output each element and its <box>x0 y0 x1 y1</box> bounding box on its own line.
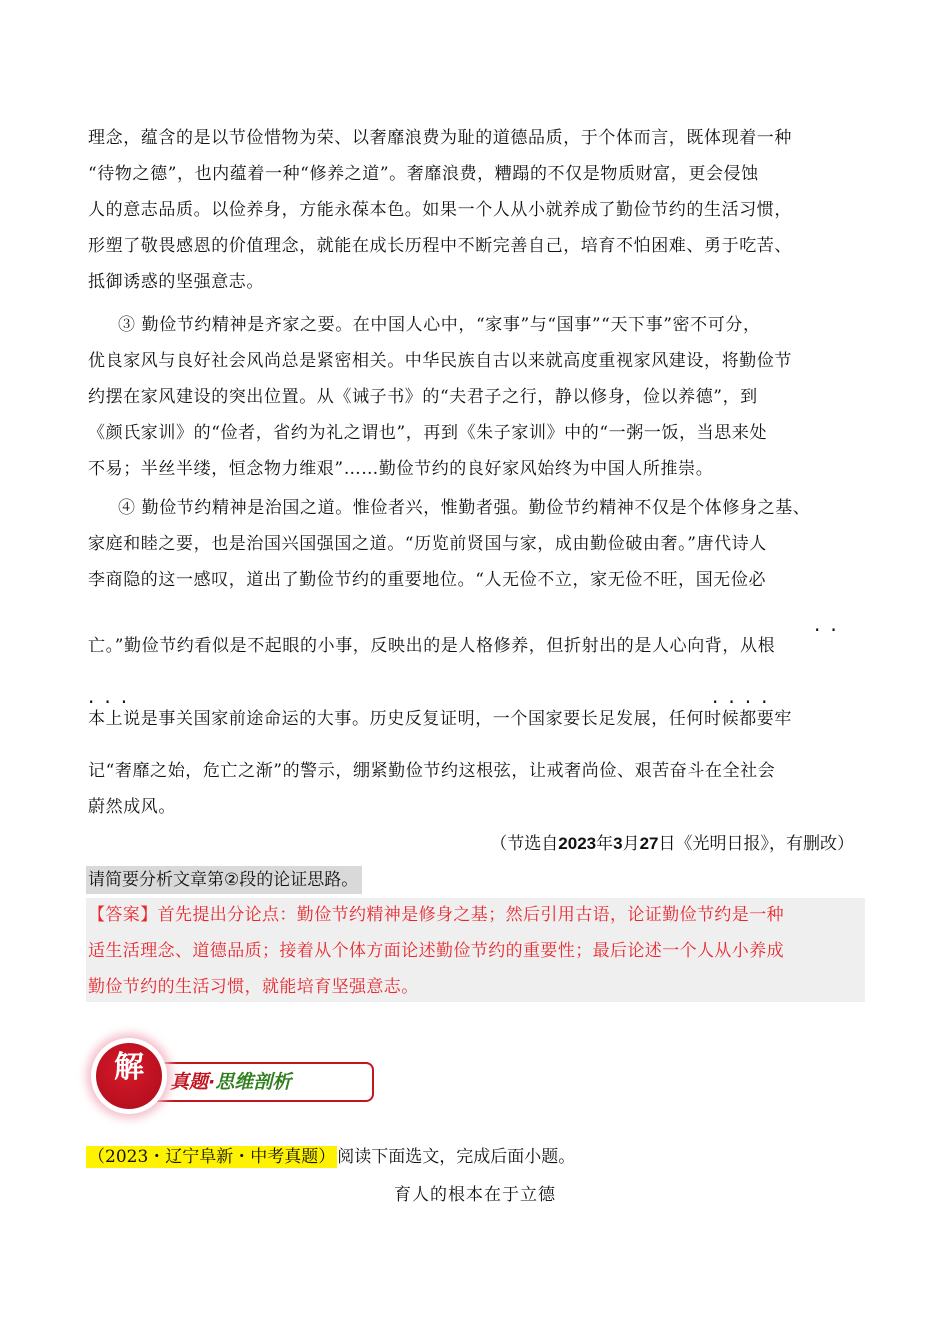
badge-circle-icon <box>96 1043 162 1109</box>
source-year-unit: 年 <box>596 834 614 854</box>
answer-line: 勤俭节约的生活习惯，就能培育坚强意志。 <box>88 977 419 997</box>
passage-line: 《颜氏家训》的“俭者，省约为礼之谓也”，再到《朱子家训》中的“一粥一饭，当思来处 <box>88 423 768 443</box>
question-text: 请简要分析文章第②段的论证思路。 <box>86 866 362 894</box>
passage-line: 记“奢靡之始，危亡之渐”的警示，绷紧勤俭节约这根弦，让戒奢尚俭、艰苦奋斗在全社会 <box>88 761 776 781</box>
badge-banner <box>150 1062 374 1102</box>
emphasis-dots: ··· <box>88 690 138 714</box>
source-prefix: （节选自 <box>490 834 559 854</box>
exam-source-tag: （2023・辽宁阜新・中考真题） <box>88 1147 336 1167</box>
passage-line: 约摆在家风建设的突出位置。从《诫子书》的“夫君子之行，静以修身，俭以养德”，到 <box>88 387 758 407</box>
passage-line: 优良家风与良好社会风尚总是紧密相关。中华民族自古以来就高度重视家风建设，将勤俭节 <box>88 351 792 371</box>
passage-line: “待物之德”，也内蕴着一种“修养之道”。奢靡浪费，糟蹋的不仅是物质财富，更会侵蚀 <box>88 164 759 184</box>
passage-line: 李商隐的这一感叹，道出了勤俭节约的重要地位。“人无俭不立，家无俭不旺，国无俭必 <box>88 570 767 590</box>
passage-line: 形塑了敬畏感恩的价值理念，就能在成长历程中不断完善自己，培育不怕困难、勇于吃苦、 <box>88 236 792 256</box>
paragraph-4-start: ④ 勤俭节约精神是治国之道。惟俭者兴，惟勤者强。勤俭节约精神不仅是个体修身之基、 <box>118 498 811 518</box>
badge-title <box>170 1070 291 1094</box>
emphasis-dots: ·· <box>814 618 847 642</box>
source-suffix: 日《光明日报》，有删改） <box>658 834 854 854</box>
answer-line: 适生活理念、道德品质；接着从个体方面论述勤俭节约的重要性；最后论述一个人从小养成 <box>88 941 784 961</box>
passage-line: 家庭和睦之要，也是治国兴国强国之道。“历览前贤国与家，成由勤俭破由奢。”唐代诗人 <box>88 534 767 554</box>
source-day: 27 <box>639 834 659 853</box>
passage-line: 理念，蕴含的是以节俭惜物为荣、以奢靡浪费为耻的道德品质，于个体而言，既体现着一种 <box>88 128 792 148</box>
badge-title-separator: · <box>208 1071 216 1093</box>
answer-line: 【答案】首先提出分论点：勤俭节约精神是修身之基；然后引用古语，论证勤俭节约是一种 <box>88 905 784 925</box>
passage-line: 本上说是事关国家前途命运的大事。历史反复证明，一个国家要长足发展，任何时候都要牢 <box>88 709 792 729</box>
source-year: 2023 <box>558 834 597 853</box>
passage-line: 蔚然成风。 <box>88 797 176 817</box>
badge-char: 解 <box>114 1050 144 1085</box>
paragraph-3-start: ③ 勤俭节约精神是齐家之要。在中国人心中，“家事”与“国事”“天下事”密不可分， <box>118 315 761 335</box>
badge-title-red: 真题 <box>170 1071 209 1093</box>
article-title: 育人的根本在于立德 <box>394 1185 556 1205</box>
exam-instruction: 阅读下面选文，完成后面小题。 <box>337 1147 576 1167</box>
passage-line: 人的意志品质。以俭养身，方能永葆本色。如果一个人从小就养成了勤俭节约的生活习惯， <box>88 200 792 220</box>
source-month: 3 <box>613 834 623 853</box>
passage-line: 抵御诱惑的坚强意志。 <box>88 272 264 292</box>
passage-line: 亡。”勤俭节约看似是不起眼的小事，反映出的是人格修养，但折射出的是人心向背，从根 <box>88 636 776 656</box>
badge-title-green: 思维剖析 <box>215 1071 292 1093</box>
passage-line: 不易；半丝半缕，恒念物力维艰”……勤俭节约的良好家风始终为中国人所推崇。 <box>88 459 714 479</box>
emphasis-dots: ···· <box>712 690 778 714</box>
exam-heading <box>86 1145 575 1169</box>
source-citation <box>490 832 854 856</box>
source-month-unit: 月 <box>622 834 640 854</box>
section-badge <box>90 1035 380 1125</box>
